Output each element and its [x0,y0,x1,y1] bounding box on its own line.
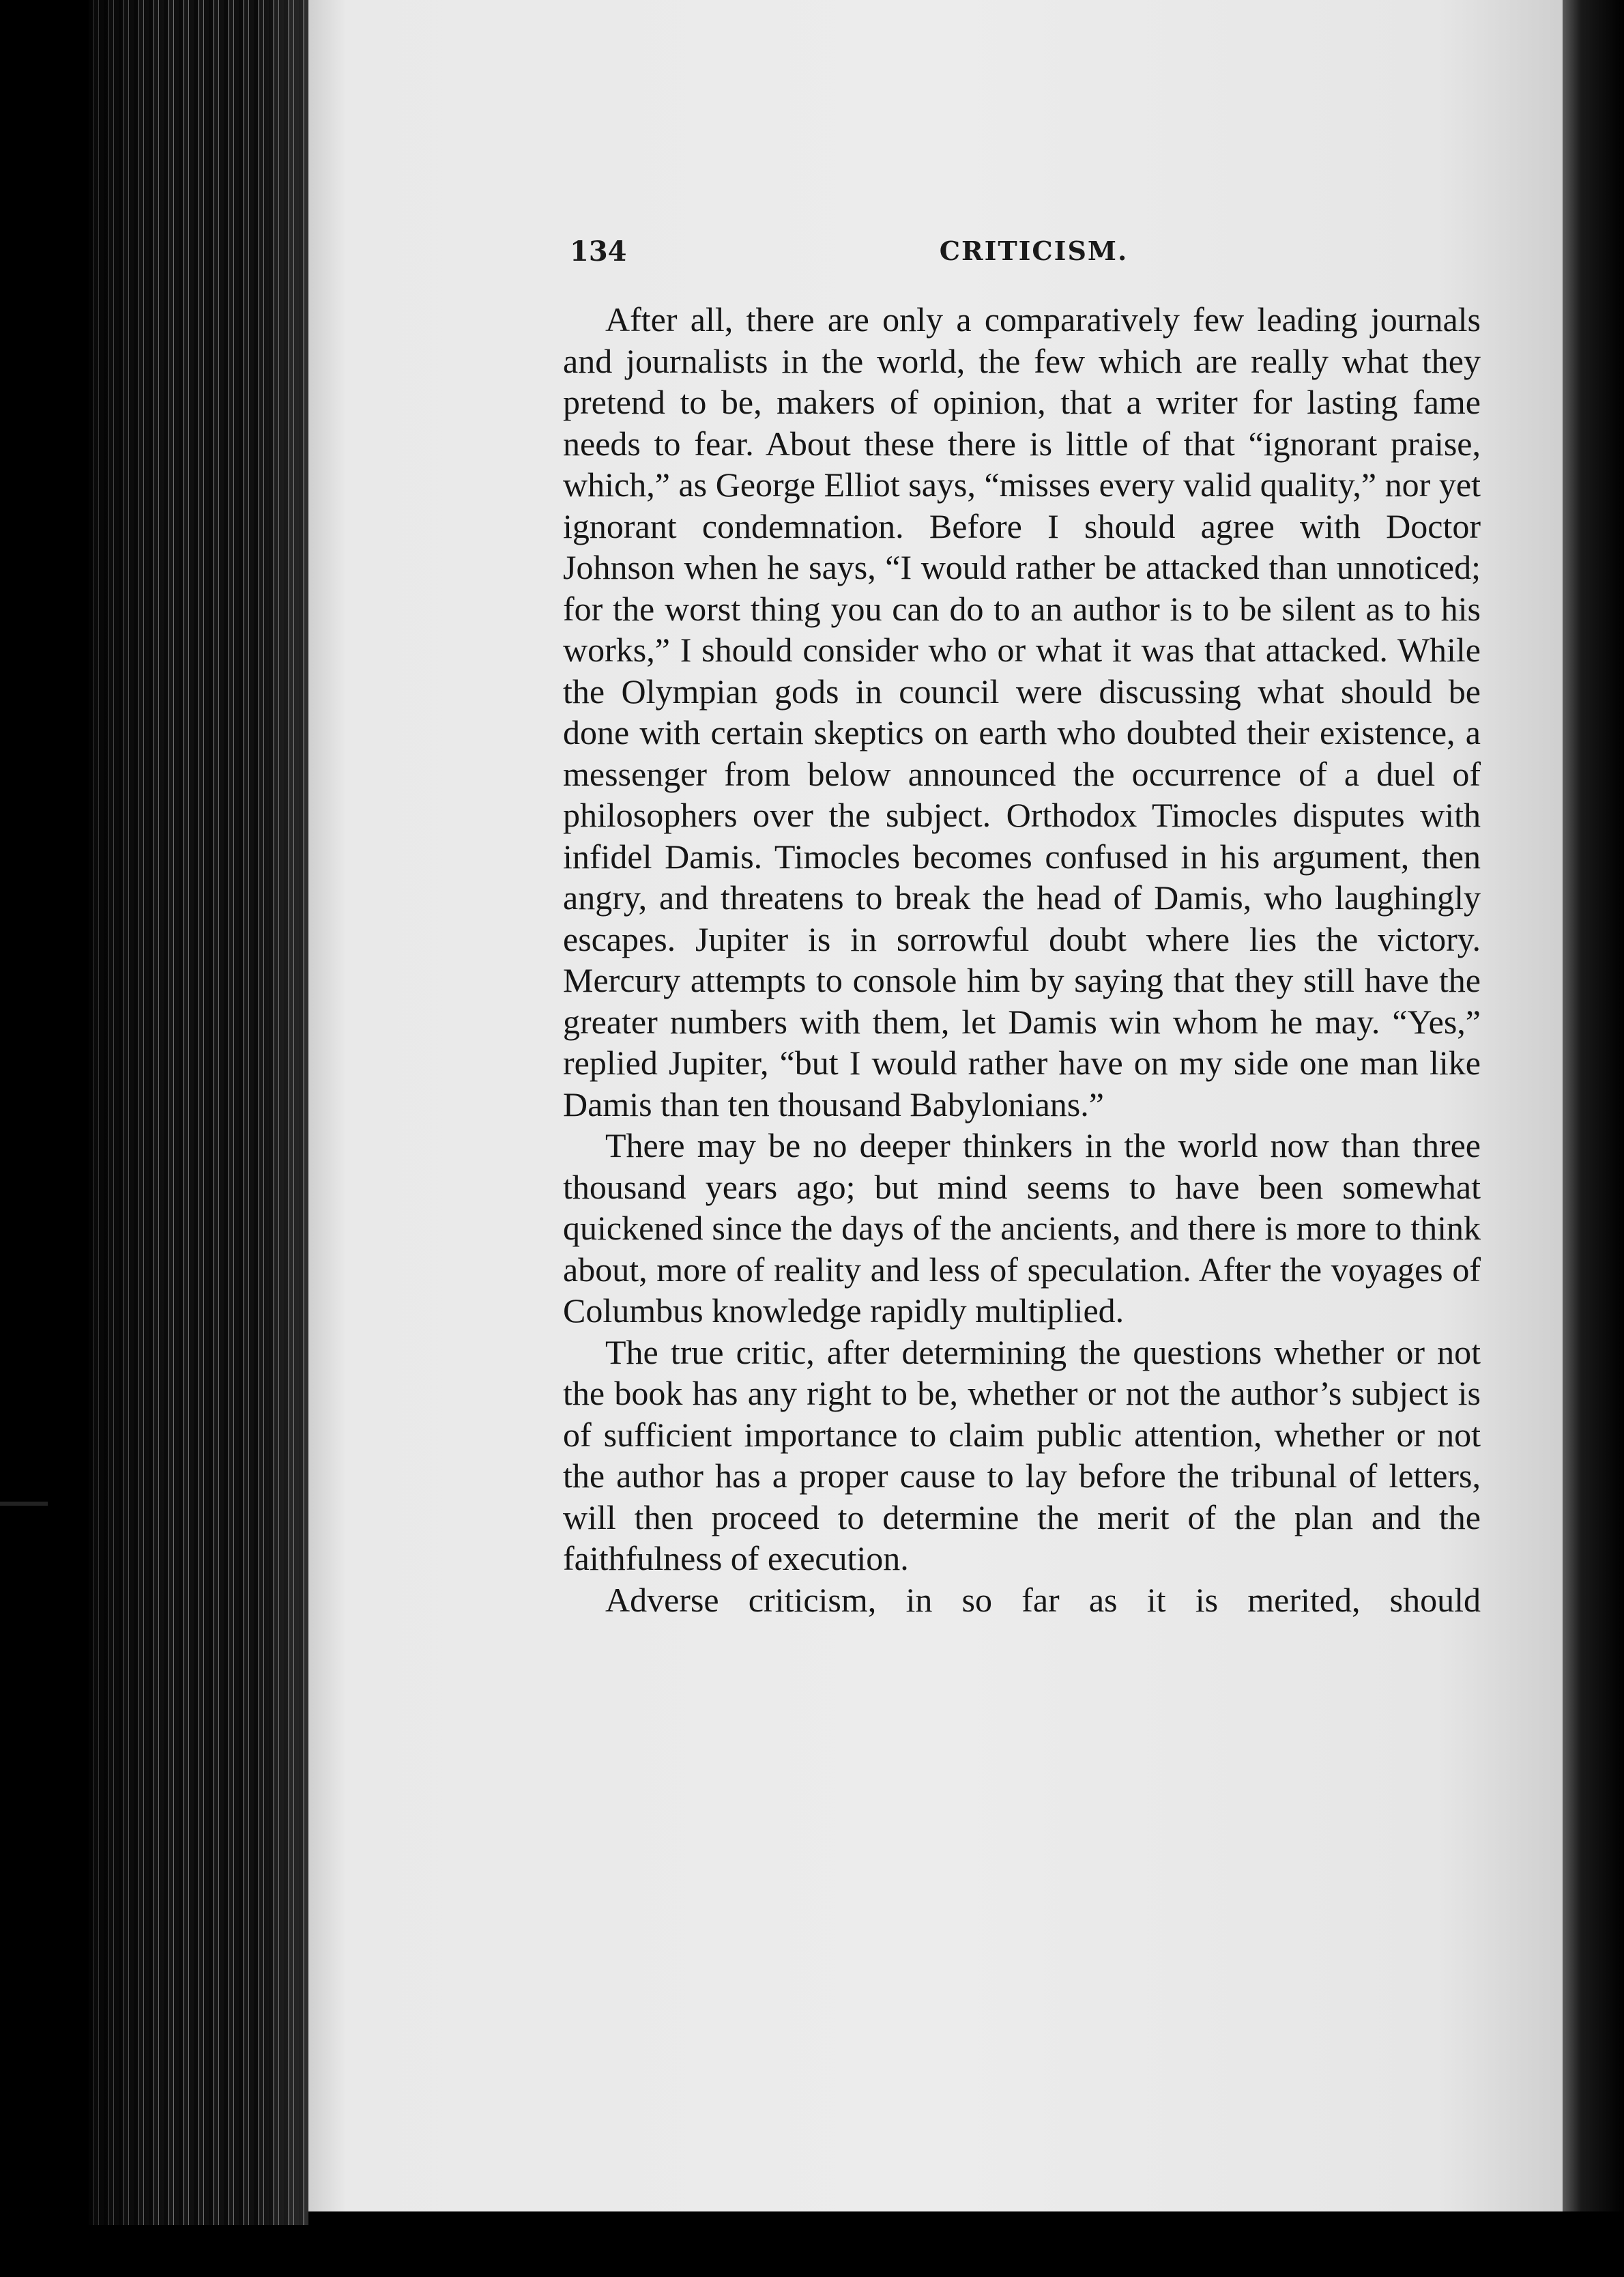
page-number: 134 [570,235,627,268]
scan-artifact [0,1502,48,1506]
running-head-title: CRITICISM. [939,235,1129,266]
paragraph: There may be no deeper thinkers in the world now than three thousand years ago; but mind seems to have been somewhat quickened since the days of the ancients, and there is more to think about, more of reality and less of speculation. After the voyages of Columbus knowledge rapidly multiplied. [563,1126,1481,1330]
scan-background-bottom [308,2211,1624,2277]
binding-shadow-right [1563,0,1624,2277]
scan-background-left [0,0,96,2277]
body-text [563,299,1481,1620]
paragraph: After all, there are only a comparatively few leading journals and journalists in the world, the few which are really what they pretend to be, makers of opinion, that a writer for lasting fame needs to fear. About these there is little of that “ignorant praise, which,” as George Elliot says, “misses every valid quality,” nor yet ignorant condemnation. Before I should agree with Doctor Johnson when he says, “I would rather be attacked than unnoticed; for the worst thing you can do to an author is to be silent as to his works,” I should consider who or what it was that attacked. While the Olympian gods in council were discussing what should be done with certain skeptics on earth who doubted their existence, a messenger from below announced the occurrence of a duel of philosophers over the subject. Orthodox Timocles disputes with infidel Damis. Timocles becomes confused in his argument, then angry, and threatens to break the head of Damis, who laughingly escapes. Jupiter is in sorrowful doubt where lies the victory. Mercury attempts to console him by saying that they still have the greater numbers with them, let Damis win whom he may. “Yes,” replied Jupiter, “but I would rather have on my side one man like Damis than ten thousand Babylonians.” [563,300,1481,1123]
running-head [570,235,1498,276]
paragraph: The true critic, after determining the questions whether or not the book has any right to be, whether or not the author’s subject is of sufficient importance to claim public attention, whether or not the author has a proper cause to lay before the tribunal of letters, will then proceed to determine the merit of the plan and the faithfulness of execution. [563,1332,1481,1577]
paragraph: Adverse criticism, in so far as it is merited, should [605,1580,1481,1619]
stacked-page-edges [89,0,314,2225]
